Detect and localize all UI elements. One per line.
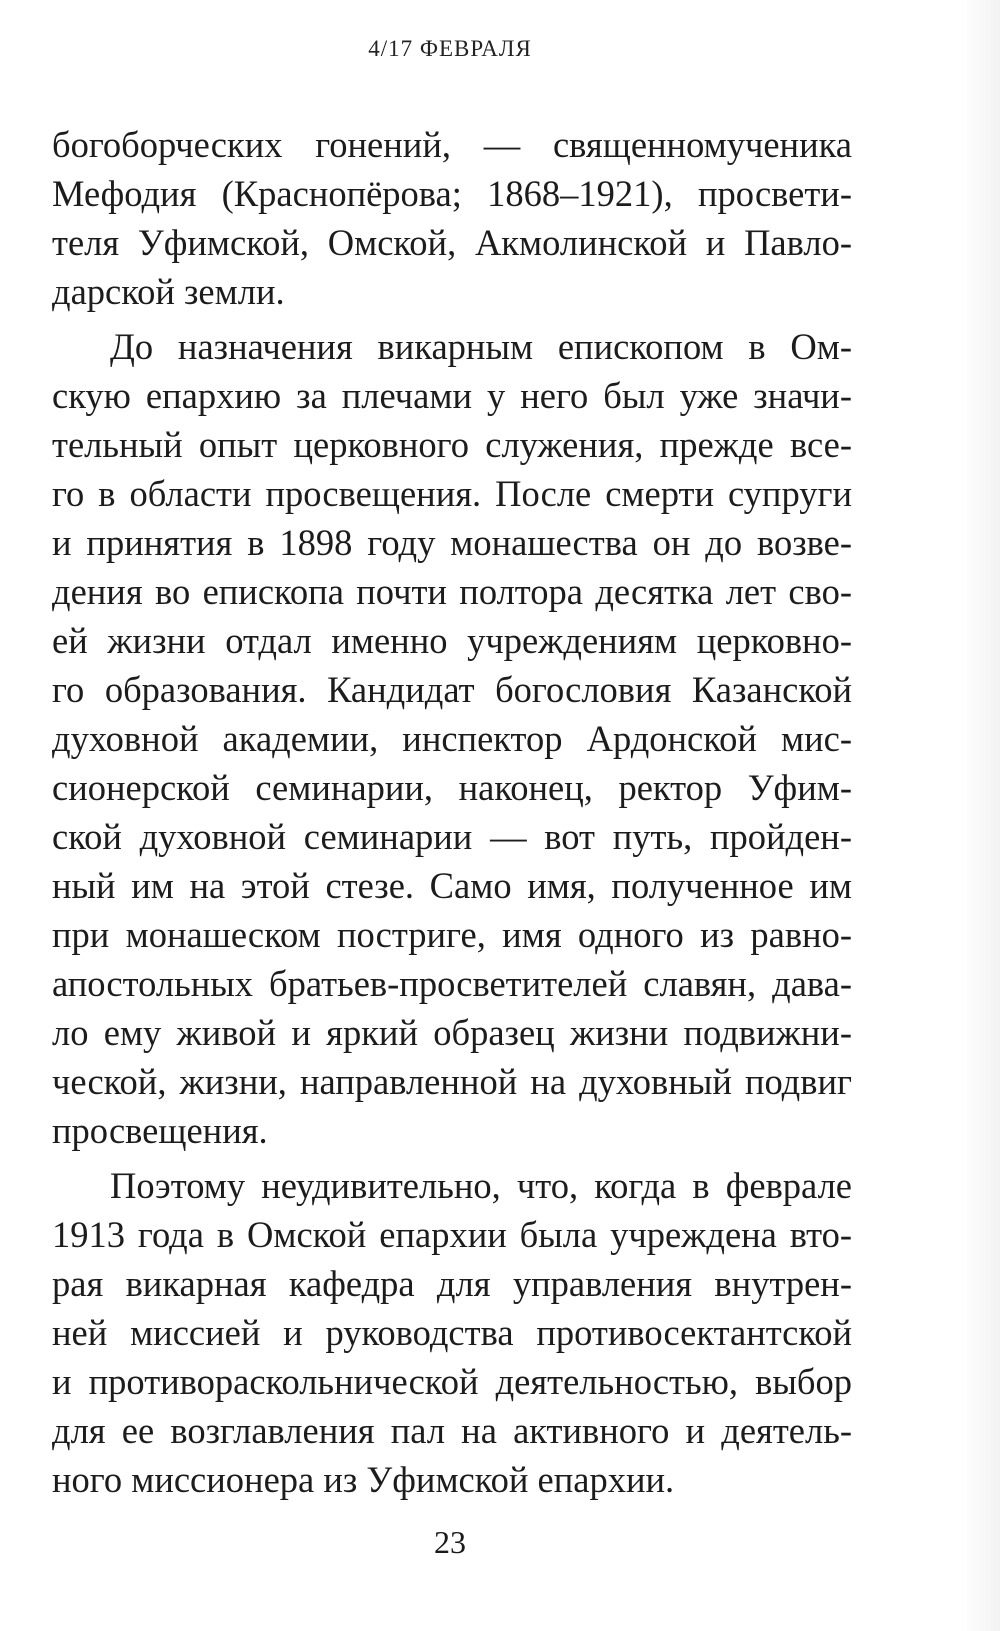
running-head: 4/17 ФЕВРАЛЯ: [368, 36, 532, 61]
text-line: 1913 года в Омской епархии была учреждена вто-: [52, 1214, 852, 1255]
text-line: и противораскольнической деятельностью, выбор: [52, 1361, 852, 1402]
text-line: ческой, жизни, направленной на духовный подвиг: [52, 1061, 852, 1102]
text-line: для ее возглавления пал на активного и деятель-: [52, 1410, 852, 1451]
text-line: До назначения викарным епископом в Ом-: [110, 326, 852, 367]
text-line: и принятия в 1898 году монашества он до возве-: [52, 522, 852, 563]
text-line: просвещения.: [52, 1110, 268, 1151]
text-line: дарской земли.: [52, 271, 285, 312]
text-line: ской духовной семинарии — вот путь, пройден-: [52, 816, 852, 857]
text-line: апостольных братьев-просветителей славян, дава-: [52, 963, 852, 1004]
text-line: теля Уфимской, Омской, Акмолинской и Павло-: [52, 222, 852, 263]
body-text: [52, 120, 852, 1504]
text-line: скую епархию за плечами у него был уже значи-: [52, 375, 852, 416]
text-line: ло ему живой и яркий образец жизни подвижни-: [52, 1012, 852, 1053]
text-line: тельный опыт церковного служения, прежде все-: [52, 424, 852, 465]
text-line: го образования. Кандидат богословия Казанской: [52, 669, 852, 710]
text-line: ного миссионера из Уфимской епархии.: [52, 1459, 675, 1500]
page-number: 23: [434, 1524, 466, 1560]
text-line: ный им на этой стезе. Само имя, полученное им: [52, 865, 852, 906]
text-line: при монашеском постриге, имя одного из равно-: [52, 914, 852, 955]
paragraph: [52, 322, 852, 1155]
text-line: Поэтому неудивительно, что, когда в феврале: [110, 1165, 852, 1206]
text-line: го в области просвещения. После смерти супруги: [52, 473, 852, 514]
text-line: Мефодия (Краснопёрова; 1868–1921), просвети-: [52, 173, 852, 214]
text-line: богоборческих гонений, — священномученика: [52, 124, 852, 165]
page-edge-shadow: [960, 0, 1000, 1631]
text-line: ей жизни отдал именно учреждениям церковно-: [52, 620, 852, 661]
text-line: сионерской семинарии, наконец, ректор Уфим-: [52, 767, 852, 808]
paragraph: [52, 1161, 852, 1504]
text-line: ней миссией и руководства противосектантской: [52, 1312, 852, 1353]
paragraph: [52, 120, 852, 316]
text-line: дения во епископа почти полтора десятка лет сво-: [52, 571, 852, 612]
text-line: рая викарная кафедра для управления внутрен-: [52, 1263, 852, 1304]
text-line: духовной академии, инспектор Ардонской мис-: [52, 718, 852, 759]
